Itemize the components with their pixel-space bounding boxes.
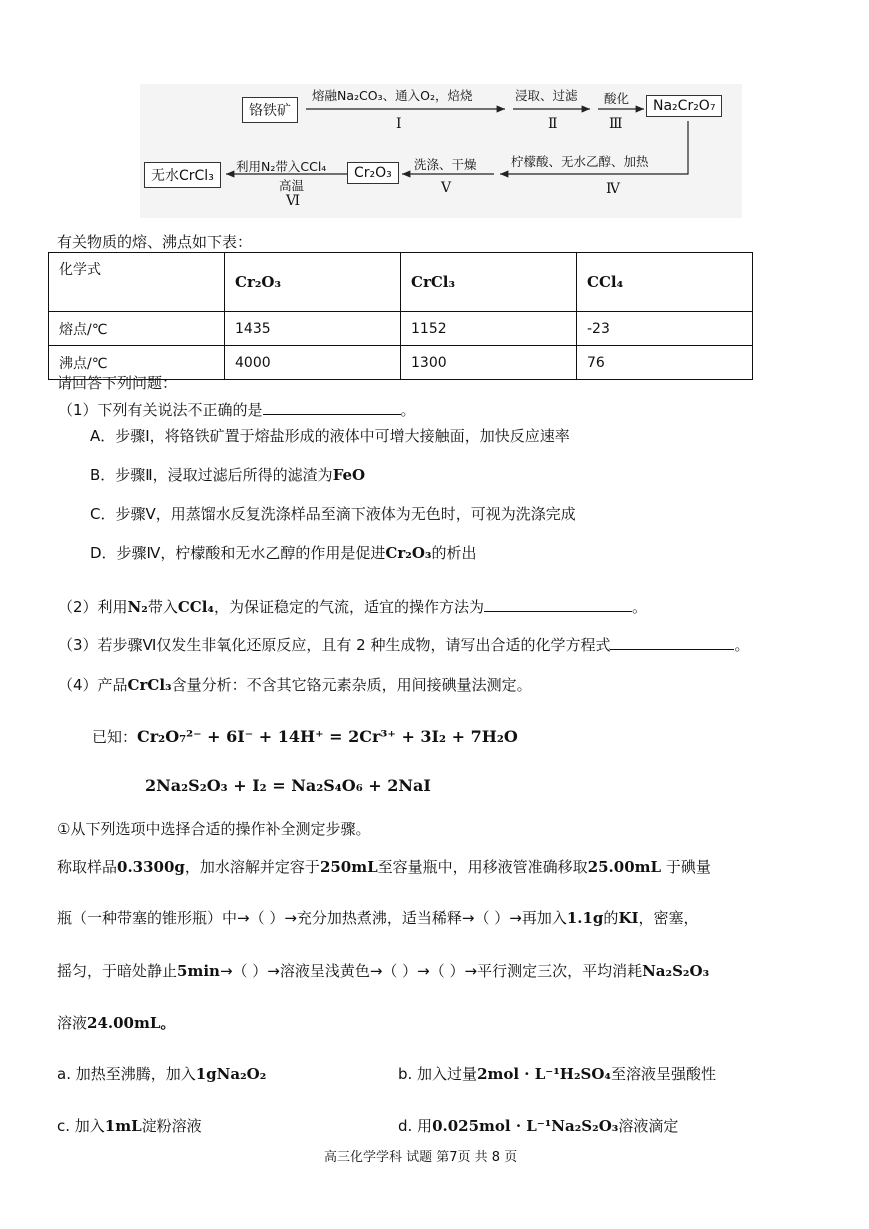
q3-text: （3）若步骤Ⅵ仅发生非氧化还原反应，且有 2 种生成物，请写出合适的化学方程式	[58, 636, 611, 654]
option-d	[398, 1115, 678, 1136]
procedure-text: ，加水溶解并定容于	[184, 858, 320, 876]
q1-end: 。	[400, 401, 416, 419]
question-3	[58, 634, 749, 655]
header-cell: CrCl₃	[401, 253, 577, 312]
procedure-value: 25.00mL	[587, 858, 662, 876]
procedure-text: 称取样品	[57, 858, 118, 876]
box-na2cr2o7: Na₂Cr₂O₇	[646, 95, 722, 117]
page-footer: 高三化学学科 试题 第7页 共 8 页	[324, 1150, 518, 1165]
option-a	[57, 1063, 266, 1084]
step4-number: Ⅳ	[606, 181, 620, 197]
step6-condition: 高温	[279, 178, 305, 193]
q1-option-c: C．步骤Ⅴ，用蒸馏水反复洗涤样品至滴下液体为无色时，可视为洗涤完成	[90, 505, 576, 523]
q4-chem: CrCl₃	[127, 676, 172, 694]
option-c-chem: 1mL	[104, 1117, 142, 1135]
procedure-text: 的	[603, 909, 619, 927]
option-a-text: a. 加热至沸腾，加入	[57, 1065, 196, 1083]
known-equation-1	[92, 726, 518, 747]
procedure-value: 1.1g	[566, 909, 604, 927]
option-c	[57, 1115, 202, 1136]
step3-label: 酸化	[604, 91, 630, 106]
procedure-line-3	[57, 960, 709, 981]
step6-number: Ⅵ	[286, 193, 301, 209]
equation-1: Cr₂O₇²⁻ + 6I⁻ + 14H⁺ = 2Cr³⁺ + 3I₂ + 7H₂O	[137, 727, 518, 746]
step5-number: Ⅴ	[441, 180, 452, 196]
q1-stem-text: （1）下列有关说法不正确的是	[58, 401, 263, 419]
option-a-chem: 1gNa₂O₂	[195, 1065, 267, 1083]
procedure-text: ，密塞，	[638, 909, 699, 927]
option-b	[398, 1063, 716, 1084]
option-d-chem: 0.025mol · L⁻¹Na₂S₂O₃	[432, 1117, 619, 1135]
equation-2: 2Na₂S₂O₃ + I₂ = Na₂S₄O₆ + 2NaI	[145, 776, 431, 795]
q2-text: （2）利用	[58, 598, 128, 616]
q3-answer-blank[interactable]	[610, 635, 734, 650]
table-intro: 有关物质的熔、沸点如下表：	[57, 233, 253, 251]
answer-prompt: 请回答下列问题：	[57, 374, 178, 392]
step2-label: 浸取、过滤	[515, 88, 578, 103]
q1-option-d-end: 的析出	[431, 544, 477, 562]
q2-answer-blank[interactable]	[484, 597, 632, 612]
option-d-text: d. 用	[398, 1117, 433, 1135]
box-anhydrous-crcl3: 无水CrCl₃	[144, 162, 221, 188]
table-cell: 4000	[225, 346, 401, 380]
option-b-text-post: 至溶液呈强酸性	[611, 1065, 717, 1083]
table-cell: 熔点/℃	[49, 312, 225, 346]
procedure-line-4	[57, 1012, 175, 1033]
procedure-value: 24.00mL。	[87, 1014, 176, 1032]
option-c-text-post: 淀粉溶液	[141, 1117, 202, 1135]
q4-text: （4）产品	[58, 676, 128, 694]
header-cell: 化学式	[49, 253, 225, 312]
q2-end: 。	[632, 598, 648, 616]
sub-question-1: ①从下列选项中选择合适的操作补全测定步骤。	[57, 820, 371, 838]
q2-text-post: ，为保证稳定的气流，适宜的操作方法为	[214, 598, 485, 616]
box-cr2o3: Cr₂O₃	[347, 162, 399, 184]
procedure-line-2	[57, 907, 699, 928]
step1-label: 熔融Na₂CO₃、通入O₂，焙烧	[312, 88, 473, 103]
procedure-line-1	[57, 856, 711, 877]
procedure-text: 瓶（一种带塞的锥形瓶）中→（ ）→充分加热煮沸，适当稀释→（ ）→再加入	[57, 909, 567, 927]
table-row	[49, 312, 753, 346]
option-d-text-post: 溶液滴定	[618, 1117, 679, 1135]
table-cell: 1300	[401, 346, 577, 380]
q1-option-b	[90, 464, 365, 485]
procedure-value: 250mL	[319, 858, 378, 876]
procedure-text: 溶液	[57, 1014, 88, 1032]
q2-text-mid: 带入	[147, 598, 178, 616]
box-chromite: 铬铁矿	[242, 97, 298, 123]
known-label: 已知：	[92, 728, 138, 746]
table-cell: 1152	[401, 312, 577, 346]
procedure-value: Na₂S₂O₃	[642, 962, 710, 980]
table-cell: -23	[577, 312, 753, 346]
option-b-text: b. 加入过量	[398, 1065, 478, 1083]
step2-number: Ⅱ	[548, 116, 558, 132]
q1-option-d-chem: Cr₂O₃	[385, 544, 432, 562]
step5-label: 洗涤、干燥	[414, 157, 477, 172]
step4-label: 柠檬酸、无水乙醇、加热	[511, 154, 649, 169]
table-cell: 沸点/℃	[49, 346, 225, 380]
table-cell: 76	[577, 346, 753, 380]
procedure-text: 至容量瓶中，用移液管准确移取	[377, 858, 588, 876]
option-b-chem: 2mol · L⁻¹H₂SO₄	[477, 1065, 611, 1083]
q2-ccl4: CCl₄	[177, 598, 214, 616]
procedure-text: 摇匀，于暗处静止	[57, 962, 178, 980]
procedure-text: →（ ）→溶液呈浅黄色→（ ）→（ ）→平行测定三次，平均消耗	[219, 962, 643, 980]
q4-text-post: 含量分析：不含其它铬元素杂质，用间接碘量法测定。	[171, 676, 532, 694]
q1-option-b-chem: FeO	[332, 466, 366, 484]
q1-option-a: A．步骤Ⅰ，将铬铁矿置于熔盐形成的液体中可增大接触面，加快反应速率	[90, 427, 570, 445]
header-cell: Cr₂O₃	[225, 253, 401, 312]
q1-answer-blank[interactable]	[263, 400, 401, 415]
step6-label: 利用N₂带入CCl₄	[236, 159, 327, 174]
header-cell: CCl₄	[577, 253, 753, 312]
table-header-row	[49, 253, 753, 312]
question-1-stem	[58, 399, 416, 420]
option-c-text: c. 加入	[57, 1117, 105, 1135]
procedure-value: 5min	[177, 962, 220, 980]
q1-option-d-text: D．步骤Ⅳ，柠檬酸和无水乙醇的作用是促进	[90, 544, 386, 562]
question-4	[58, 674, 532, 695]
step1-number: Ⅰ	[396, 116, 402, 132]
step3-number: Ⅲ	[609, 116, 623, 132]
q2-n2: N₂	[127, 598, 148, 616]
flow-arrows	[0, 0, 869, 230]
procedure-text: 于碘量	[661, 858, 711, 876]
q3-end: 。	[734, 636, 750, 654]
q1-option-b-text: B．步骤Ⅱ，浸取过滤后所得的滤渣为	[90, 466, 333, 484]
table-cell: 1435	[225, 312, 401, 346]
q1-option-d	[90, 542, 476, 563]
procedure-value: KI	[618, 909, 639, 927]
question-2	[58, 596, 647, 617]
procedure-value: 0.3300g	[117, 858, 185, 876]
properties-table	[48, 252, 753, 380]
